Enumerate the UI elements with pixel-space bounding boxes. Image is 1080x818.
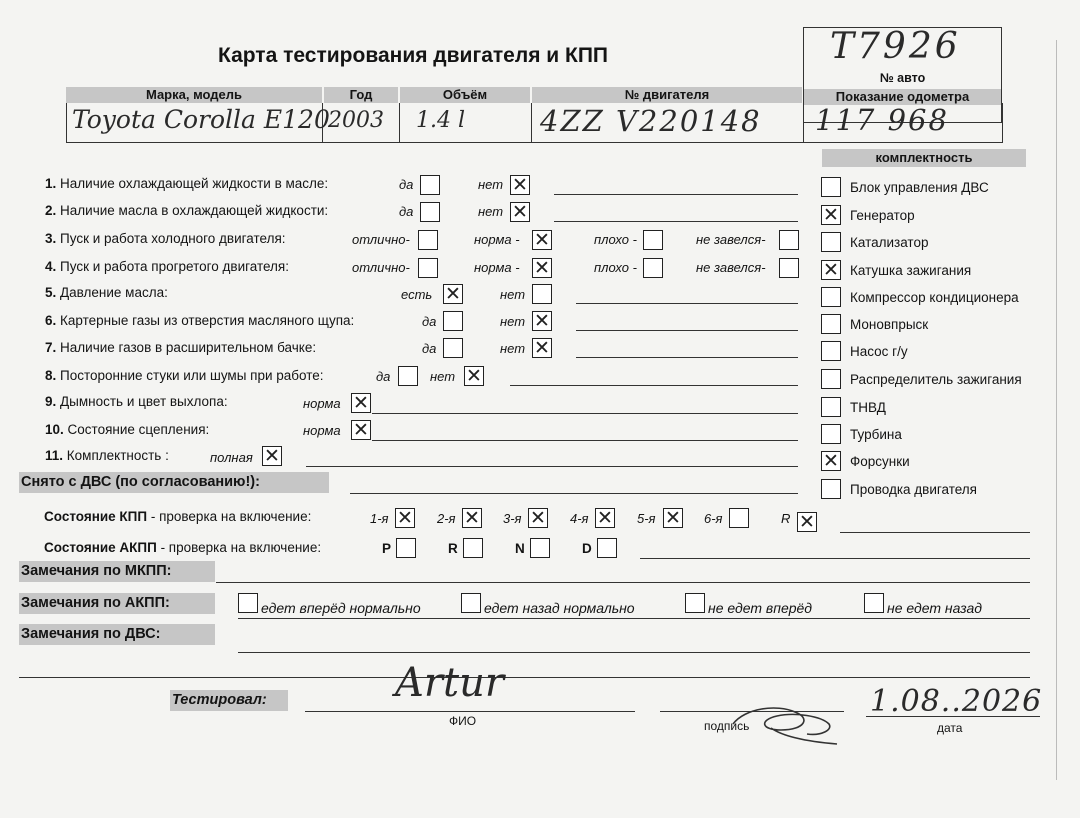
row6-yes-checkbox[interactable] — [443, 311, 463, 331]
test-date-value: 1.08..2026 — [870, 684, 1043, 719]
yes-label: да — [399, 177, 414, 192]
auto-mode-d-label: D — [582, 541, 592, 556]
excellent-label: отлично- — [352, 260, 410, 275]
engine-number-header: № двигателя — [532, 87, 802, 103]
tested-by-label: Тестировал: — [170, 690, 288, 711]
page-title: Карта тестирования двигателя и КПП — [218, 44, 609, 67]
akpp-no-forward-label: не едет вперёд — [708, 600, 813, 616]
no-label: нет — [478, 204, 504, 219]
row2-yes-checkbox[interactable] — [420, 202, 440, 222]
no-label: нет — [478, 177, 504, 192]
completeness-checkbox-1[interactable] — [821, 177, 841, 197]
yes-label: да — [422, 341, 437, 356]
gear-3-label: 3-я — [503, 511, 522, 526]
row7-yes-checkbox[interactable] — [443, 338, 463, 358]
check-row-4: 4. Пуск и работа прогретого двигателя: — [45, 259, 289, 274]
auto-mode-d-checkbox[interactable] — [597, 538, 617, 558]
engine-number-value: 4ZZ V220148 — [540, 104, 762, 138]
signature-image — [725, 694, 845, 746]
auto-number-label: № авто — [879, 71, 926, 85]
year-value: 2003 — [328, 108, 384, 133]
auto-number-value: T7926 — [830, 26, 961, 67]
completeness-label-1: Блок управления ДВС — [850, 180, 989, 195]
akpp-no-reverse-label: не едет назад — [887, 600, 982, 616]
row5-yes-check-mark: ✕ — [445, 283, 461, 305]
completeness-checkbox-7[interactable] — [821, 341, 841, 361]
signature-label: подпись — [704, 719, 750, 733]
check-row-8: 8. Посторонние стуки или шумы при работе: — [45, 368, 324, 383]
removed-label: Снято с ДВС (по согласованию!): — [19, 472, 329, 493]
model-header: Марка, модель — [66, 87, 322, 103]
auto-mode-n-checkbox[interactable] — [530, 538, 550, 558]
row8-no-check-mark: ✕ — [466, 365, 482, 387]
row4-excellent-checkbox[interactable] — [418, 258, 438, 278]
no-label: нет — [430, 369, 456, 384]
fio-label: ФИО — [449, 714, 477, 728]
normal-label: норма - — [474, 232, 520, 247]
row1-yes-checkbox[interactable] — [420, 175, 440, 195]
completeness-checkbox-8[interactable] — [821, 369, 841, 389]
check-row-2: 2. Наличие масла в охлаждающей жидкости: — [45, 203, 329, 218]
excellent-label: отлично- — [352, 232, 410, 247]
yes-label: да — [399, 204, 414, 219]
gear-r-check-mark: ✕ — [799, 511, 815, 533]
auto-mode-n-label: N — [515, 541, 525, 556]
auto-mode-p-checkbox[interactable] — [396, 538, 416, 558]
model-value: Toyota Corolla E120 — [72, 105, 330, 134]
check-row-1: 1. Наличие охлаждающей жидкости в масле: — [45, 176, 329, 191]
completeness-label-5: Компрессор кондиционера — [850, 290, 1019, 305]
bad-label: плохо - — [594, 232, 637, 247]
auto-mode-p-label: P — [382, 541, 392, 556]
akpp-forward-normal-checkbox[interactable] — [238, 593, 258, 613]
check-row-6: 6. Картерные газы из отверстия масляного щупа: — [45, 313, 355, 328]
no-label: нет — [500, 314, 526, 329]
manual-gearbox-label: Состояние КПП - проверка на включение: — [44, 509, 312, 524]
gear-6-label: 6-я — [704, 511, 723, 526]
row3-normal-check-mark: ✕ — [534, 229, 550, 251]
row4-normal-check-mark: ✕ — [534, 257, 550, 279]
odometer-value: 117 968 — [815, 103, 949, 137]
date-label: дата — [937, 721, 963, 735]
auto-gearbox-label: Состояние АКПП - проверка на включение: — [44, 540, 322, 555]
gear-2-check-mark: ✕ — [464, 507, 480, 529]
akpp-remarks-label: Замечания по АКПП: — [19, 593, 215, 614]
completeness-checkbox-3[interactable] — [821, 232, 841, 252]
row4-bad-checkbox[interactable] — [643, 258, 663, 278]
completeness-checkbox-10[interactable] — [821, 424, 841, 444]
row6-no-check-mark: ✕ — [534, 310, 550, 332]
akpp-no-forward-checkbox[interactable] — [685, 593, 705, 613]
check-row-9: 9. Дымность и цвет выхлопа: — [45, 394, 228, 409]
yes-label: да — [422, 314, 437, 329]
row2-no-check-mark: ✕ — [512, 201, 528, 223]
auto-mode-r-checkbox[interactable] — [463, 538, 483, 558]
row3-bad-checkbox[interactable] — [643, 230, 663, 250]
row4-no-start-checkbox[interactable] — [779, 258, 799, 278]
gear-6-checkbox[interactable] — [729, 508, 749, 528]
row3-no-start-checkbox[interactable] — [779, 230, 799, 250]
bad-label: плохо - — [594, 260, 637, 275]
gear-5-label: 5-я — [637, 511, 656, 526]
auto-mode-r-label: R — [448, 541, 458, 556]
pressure-yes-label: есть — [401, 287, 433, 302]
norm-label: норма — [303, 396, 341, 411]
completeness-label-3: Катализатор — [850, 235, 929, 250]
completeness-checkbox-5[interactable] — [821, 287, 841, 307]
dvs-remarks-label: Замечания по ДВС: — [19, 624, 215, 645]
row7-no-check-mark: ✕ — [534, 337, 550, 359]
row10-norm-check-mark: ✕ — [353, 419, 369, 441]
gear-1-check-mark: ✕ — [397, 507, 413, 529]
row1-no-check-mark: ✕ — [512, 174, 528, 196]
akpp-forward-normal-label: едет вперёд нормально — [261, 600, 421, 616]
completeness-check-mark-4: ✕ — [823, 259, 839, 281]
row11-complete-check-mark: ✕ — [264, 445, 280, 467]
completeness-label-9: ТНВД — [850, 400, 886, 415]
check-row-10: 10. Состояние сцепления: — [45, 422, 210, 437]
completeness-check-mark-11: ✕ — [823, 450, 839, 472]
no-label: нет — [500, 287, 526, 302]
akpp-no-reverse-checkbox[interactable] — [864, 593, 884, 613]
gear-1-label: 1-я — [370, 511, 389, 526]
completeness-checkbox-12[interactable] — [821, 479, 841, 499]
completeness-label-8: Распределитель зажигания — [850, 372, 1022, 387]
mkpp-remarks-label: Замечания по МКПП: — [19, 561, 215, 582]
completeness-label-6: Моновпрыск — [850, 317, 929, 332]
gear-r-label: R — [781, 511, 791, 526]
completeness-check-mark-2: ✕ — [823, 204, 839, 226]
no-start-label: не завелся- — [696, 232, 766, 247]
completeness-label-7: Насос г/у — [850, 344, 908, 359]
check-row-3: 3. Пуск и работа холодного двигателя: — [45, 231, 286, 246]
odometer-label: Показание одометра — [804, 89, 1001, 105]
volume-header: Объём — [400, 87, 530, 103]
normal-label: норма - — [474, 260, 520, 275]
completeness-label-11: Форсунки — [850, 454, 910, 469]
gear-5-check-mark: ✕ — [665, 507, 681, 529]
completeness-header: комплектность — [822, 149, 1026, 167]
akpp-reverse-normal-checkbox[interactable] — [461, 593, 481, 613]
no-label: нет — [500, 341, 526, 356]
gear-3-check-mark: ✕ — [530, 507, 546, 529]
gear-4-label: 4-я — [570, 511, 589, 526]
completeness-label-4: Катушка зажигания — [850, 263, 972, 278]
completeness-checkbox-6[interactable] — [821, 314, 841, 334]
check-row-7: 7. Наличие газов в расширительном бачке: — [45, 340, 317, 355]
row8-yes-checkbox[interactable] — [398, 366, 418, 386]
akpp-reverse-normal-label: едет назад нормально — [484, 600, 635, 616]
completeness-label-10: Турбина — [850, 427, 902, 442]
row9-norm-check-mark: ✕ — [353, 392, 369, 414]
row5-no-checkbox[interactable] — [532, 284, 552, 304]
tester-name: Artur — [395, 660, 504, 706]
completeness-checkbox-9[interactable] — [821, 397, 841, 417]
volume-value: 1.4 l — [416, 108, 466, 133]
completeness-label-2: Генератор — [850, 208, 915, 223]
year-header: Год — [324, 87, 398, 103]
gear-4-check-mark: ✕ — [597, 507, 613, 529]
row3-excellent-checkbox[interactable] — [418, 230, 438, 250]
check-row-5: 5. Давление масла: — [45, 285, 168, 300]
check-row-11: 11. Комплектность : — [45, 448, 169, 463]
completeness-label-12: Проводка двигателя — [850, 482, 977, 497]
norm-label: норма — [303, 423, 341, 438]
no-start-label: не завелся- — [696, 260, 766, 275]
complete-label: полная — [210, 450, 253, 465]
yes-label: да — [376, 369, 391, 384]
gear-2-label: 2-я — [437, 511, 456, 526]
